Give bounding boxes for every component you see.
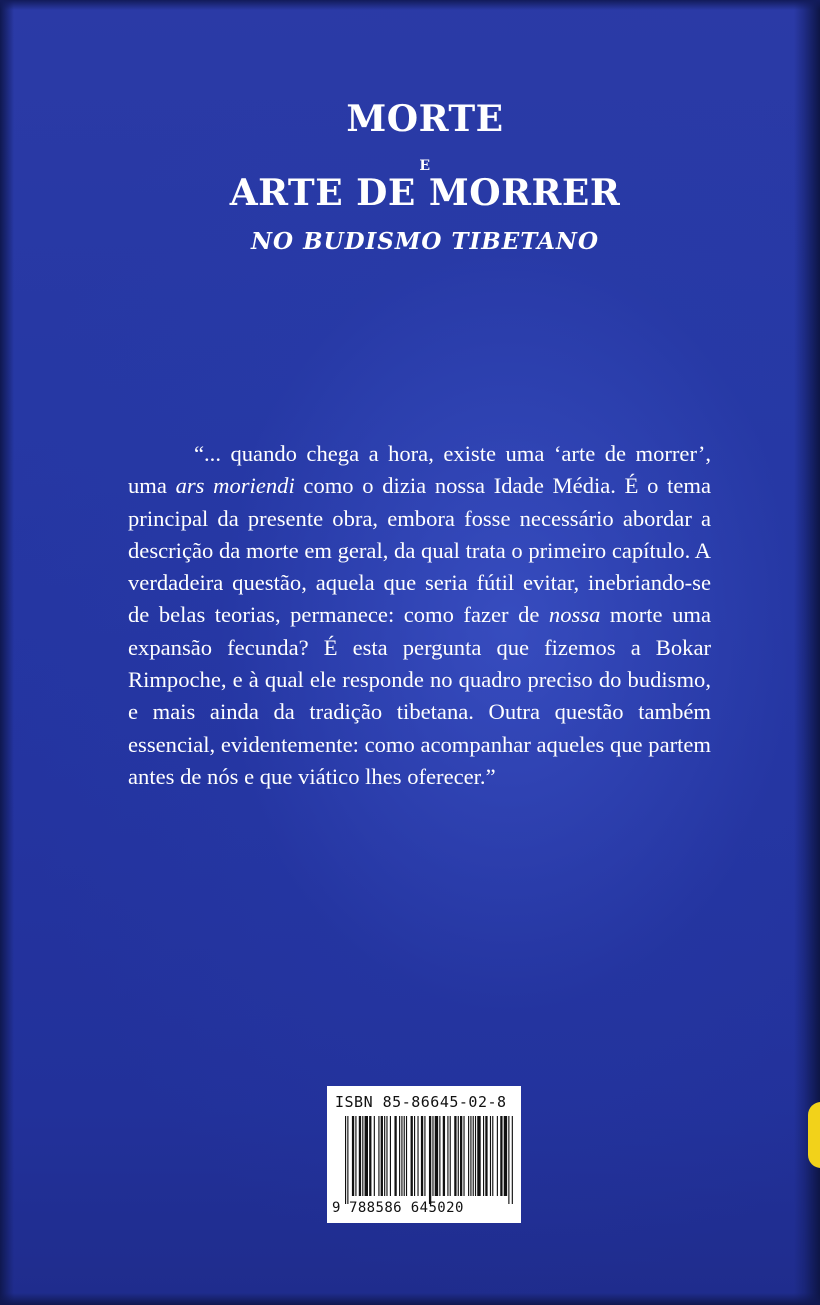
barcode-bar — [492, 1116, 493, 1196]
barcode-bar — [463, 1116, 464, 1196]
quote-italic-1: ars moriendi — [175, 473, 295, 499]
barcode-bar — [347, 1116, 348, 1204]
back-cover-quote — [128, 438, 711, 793]
barcode-bar — [421, 1116, 423, 1196]
barcode-bar — [417, 1116, 418, 1196]
title-line-1: MORTE — [346, 98, 504, 140]
barcode-bar — [429, 1116, 431, 1204]
barcode-bar — [477, 1116, 480, 1196]
barcode-bar — [414, 1116, 415, 1196]
barcode-bar — [500, 1116, 502, 1196]
quote-italic-2: nossa — [548, 602, 601, 628]
barcode-bar — [512, 1116, 513, 1204]
title-line-2: ARTE DE MORRER — [229, 172, 621, 214]
barcode-bar — [424, 1116, 425, 1196]
barcode-bar — [404, 1116, 405, 1196]
barcode-bar — [458, 1116, 459, 1196]
barcode-bar — [362, 1116, 363, 1196]
barcode-bar — [508, 1116, 509, 1204]
quote-text-1: “... quando chega a hora, existe uma ‘arte de morrer’, uma — [128, 441, 711, 499]
ean-digits: 788586 645020 — [349, 1200, 464, 1216]
barcode-bar — [390, 1116, 391, 1196]
barcode-bar — [411, 1116, 413, 1196]
barcode-bar — [483, 1116, 484, 1196]
isbn-barcode — [327, 1086, 521, 1223]
barcode-bar — [432, 1116, 433, 1196]
barcode-bar — [435, 1116, 438, 1196]
barcode-bar — [369, 1116, 371, 1196]
barcode-bar — [365, 1116, 368, 1196]
title-connector: E — [419, 158, 431, 174]
barcode-bar — [470, 1116, 471, 1196]
barcode-bar — [374, 1116, 375, 1196]
ean-first-digit: 9 — [332, 1200, 341, 1216]
barcode-bar — [345, 1116, 346, 1204]
barcode-bar — [468, 1116, 469, 1196]
barcode-bar — [460, 1116, 462, 1196]
barcode-bar — [490, 1116, 491, 1196]
barcode-bar — [386, 1116, 387, 1196]
barcode-bar — [384, 1116, 385, 1196]
barcode-bar — [399, 1116, 400, 1196]
cover-bottom-edge — [0, 1293, 820, 1305]
barcode-bar — [439, 1116, 440, 1196]
yellow-sticker — [808, 1102, 820, 1168]
barcode-bar — [443, 1116, 445, 1196]
barcode-bar — [401, 1116, 402, 1196]
barcode-bar — [381, 1116, 383, 1196]
barcode-bar — [447, 1116, 448, 1196]
barcode-bar — [355, 1116, 356, 1196]
barcode-bar — [454, 1116, 456, 1196]
barcode-bar — [504, 1116, 507, 1196]
barcode-bar — [450, 1116, 451, 1196]
barcode-bar — [378, 1116, 379, 1196]
quote-text-2: como o dizia nossa Idade Média. É o tema principal da presente obra, embora fosse necessário abordar a descrição da morte em geral, da qual trata o primeiro capítulo. A verdadeira questão, aquela que seria fútil evitar, inebriando-se de belas teorias, permanece: como fazer de — [128, 473, 711, 628]
quote-text-3: morte uma expansão fecunda? É esta pergunta que fizemos a Bokar Rimpoche, e à qual ele responde no quadro preciso do budismo, e mais ainda da tradição tibetana. Outra questão também essencial, evidentemente: como acompanhar aqueles que partem antes de nós e que viático lhes oferecer.” — [128, 602, 711, 789]
barcode-bar — [394, 1116, 396, 1196]
barcode-bar — [352, 1116, 354, 1196]
isbn-label: ISBN 85-86645-02-8 — [335, 1093, 507, 1111]
quote-paragraph — [128, 438, 711, 793]
barcode-bar — [485, 1116, 487, 1196]
barcode-bar — [359, 1116, 361, 1196]
barcode-bar — [497, 1116, 498, 1196]
cover-top-edge — [0, 0, 820, 10]
barcode-bar — [475, 1116, 476, 1196]
barcode-bar — [406, 1116, 407, 1196]
barcode-bar — [473, 1116, 474, 1196]
subtitle: NO BUDISMO TIBETANO — [251, 228, 599, 255]
